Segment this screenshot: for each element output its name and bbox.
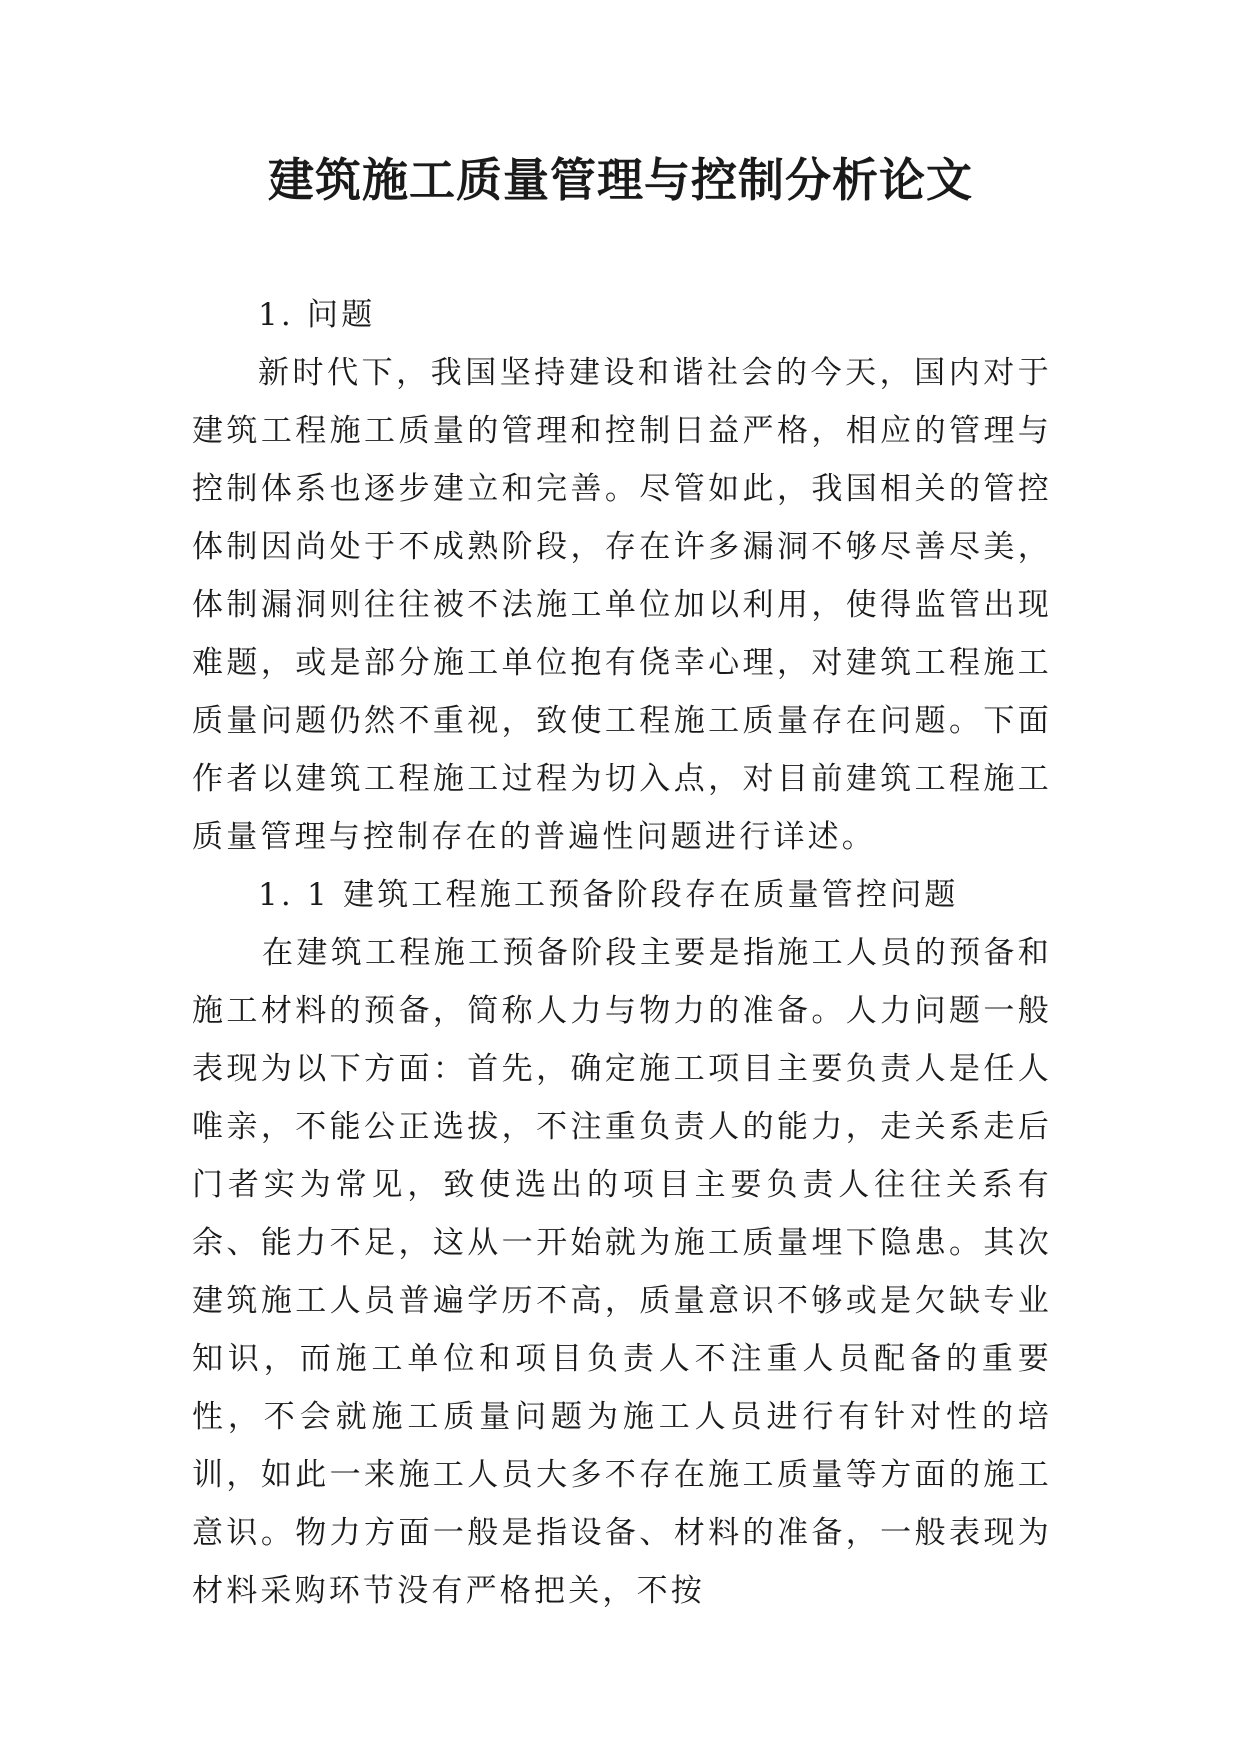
section-heading: 1. 问题 <box>258 297 376 333</box>
paragraph: 在建筑工程施工预备阶段主要是指施工人员的预备和施工材料的预备，简称人力与物力的准备。人力问题一般表现为以下方面：首先，确定施工项目主要负责人是任人唯亲，不能公正选拔，不注重负责人的能力，走关系走后门者实为常见，致使选出的项目主要负责人往往关系有余、能力不足，这从一开始就为施工质量埋下隐患。其次建筑施工人员普遍学历不高，质量意识不够或是欠缺专业知识，而施工单位和项目负责人不注重人员配备的重要性，不会就施工质量问题为施工人员进行有针对性的培训，如此一来施工人员大多不存在施工质量等方面的施工意识。物力方面一般是指设备、材料的准备，一般表现为材料采购环节没有严格把关，不按 <box>192 935 1052 1609</box>
subsection-heading: 1. 1 建筑工程施工预备阶段存在质量管控问题 <box>258 877 959 913</box>
paragraph: 新时代下，我国坚持建设和谐社会的今天，国内对于建筑工程施工质量的管理和控制日益严格，相应的管理与控制体系也逐步建立和完善。尽管如此，我国相关的管控体制因尚处于不成熟阶段，存在许多漏洞不够尽善尽美，体制漏洞则往往被不法施工单位加以利用，使得监管出现难题，或是部分施工单位抱有侥幸心理，对建筑工程施工质量问题仍然不重视，致使工程施工质量存在问题。下面作者以建筑工程施工过程为切入点，对目前建筑工程施工质量管理与控制存在的普遍性问题进行详述。 <box>192 355 1052 855</box>
document-title: 建筑施工质量管理与控制分析论文 <box>268 153 973 207</box>
document-body <box>192 286 1052 1620</box>
